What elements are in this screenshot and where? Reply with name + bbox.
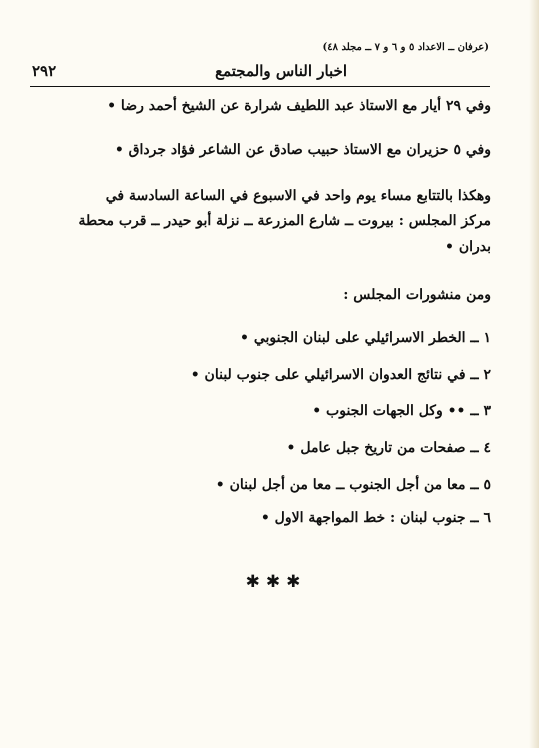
publications-heading: ومن منشورات المجلس : bbox=[343, 287, 491, 303]
publication-item: ٦ ــ جنوب لبنان : خط المواجهة الاول • bbox=[260, 510, 491, 526]
venue-line: وهكذا بالتتابع مساء يوم واحد في الاسبوع في الساعة السادسة في bbox=[105, 188, 491, 204]
schedule-line: وفي ٥ حزيران مع الاستاذ حبيب صادق عن الشاعر فؤاد جرداق • bbox=[114, 142, 491, 158]
publication-item: ٤ ــ صفحات من تاريخ جبل عامل • bbox=[286, 440, 491, 456]
section-title: اخبار الناس والمجتمع bbox=[215, 62, 347, 80]
header-rule bbox=[30, 86, 490, 87]
publication-item: ٣ ــ •• وكل الجهات الجنوب • bbox=[312, 403, 491, 419]
venue-line: مركز المجلس : بيروت ــ شارع المزرعة ــ نزلة أبو حيدر ــ قرب محطة bbox=[78, 213, 491, 229]
publication-item: ١ ــ الخطر الاسرائيلي على لبنان الجنوبي • bbox=[240, 330, 491, 346]
closing-ornament: ✱✱✱ bbox=[245, 572, 307, 592]
publication-item: ٢ ــ في نتائج العدوان الاسرائيلي على جنوب لبنان • bbox=[190, 367, 491, 383]
schedule-line: وفي ٢٩ أيار مع الاستاذ عبد اللطيف شرارة عن الشيخ أحمد رضا • bbox=[107, 98, 491, 114]
publication-item: ٥ ــ معا من أجل الجنوب ــ معا من أجل لبنان • bbox=[215, 477, 491, 493]
venue-line: بدران • bbox=[445, 239, 491, 255]
running-head: (عرفان ــ الاعداد ٥ و ٦ و ٧ ــ مجلد ٤٨) bbox=[322, 42, 489, 53]
page-edge-shadow bbox=[529, 0, 539, 748]
page-number: ٢٩٢ bbox=[32, 62, 57, 80]
